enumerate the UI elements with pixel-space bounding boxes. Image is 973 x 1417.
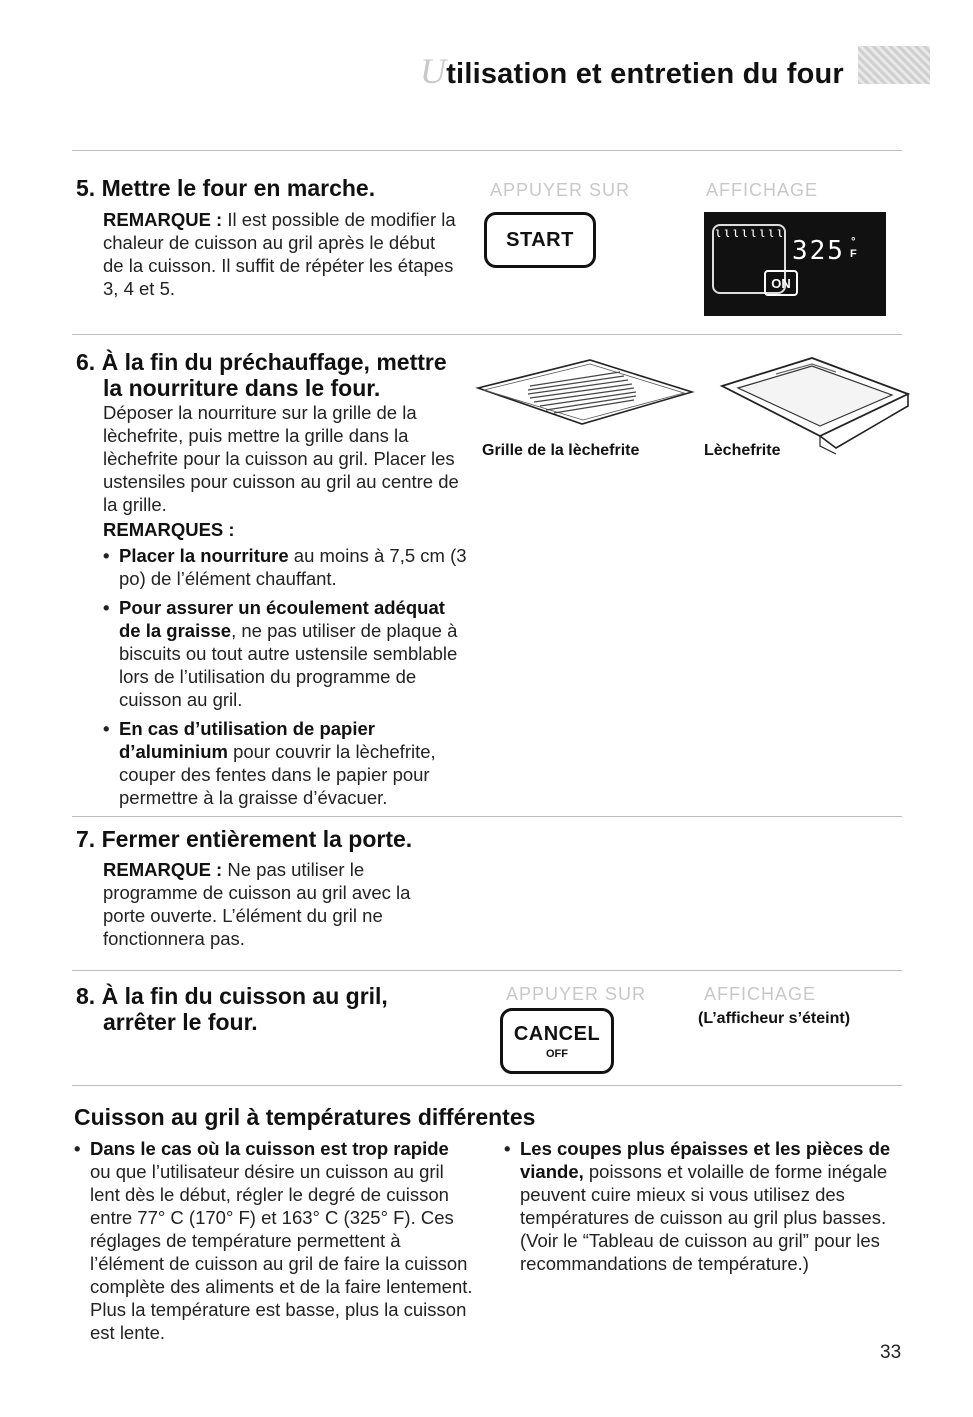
bullet-text: pour couvrir la lèchefrite, couper des fentes dans le papier pour permettre à la graisse d’évacuer.	[119, 741, 436, 808]
section-right-col	[504, 1137, 914, 1281]
display-unit	[850, 236, 857, 260]
step8-title-line2: arrêter le four.	[103, 1009, 258, 1035]
step8-title-line1: 8. À la fin du cuisson au gril,	[76, 983, 388, 1009]
display-off-note: (L’afficheur s’éteint)	[698, 1010, 851, 1027]
step6-title-line1: 6. À la fin du préchauffage, mettre	[76, 349, 447, 375]
list-item	[74, 1137, 474, 1344]
step8-press-heading: APPUYER SUR	[506, 984, 647, 1004]
section-left-col	[74, 1137, 474, 1350]
cancel-button-sub: OFF	[546, 1047, 568, 1060]
title-initial: U	[420, 51, 447, 91]
step8-display-heading: AFFICHAGE	[704, 984, 817, 1004]
bullet-text: au moins à 7,5 cm (3 po) de l’élément chauffant.	[119, 545, 467, 589]
step7-note-label: REMARQUE :	[103, 859, 223, 880]
bullet-bold: Pour assurer un écoulement adéquat de la graisse	[119, 597, 445, 641]
header-decor-tab	[858, 46, 930, 84]
list-item	[103, 544, 468, 590]
step5-note-text: Il est possible de modifier la chaleur de cuisson au gril après le début de la cuisson. Il suffit de répéter les étapes 3, 4 et 5.	[103, 209, 456, 299]
bullet-bold: Placer la nourriture	[119, 545, 289, 566]
divider	[72, 970, 902, 971]
title-rest: tilisation et entretien du four	[446, 58, 844, 90]
bullet-bold: En cas d’utilisation de papier d’aluminium	[119, 718, 375, 762]
caption-lechefrite: Lèchefrite	[704, 442, 781, 459]
step7-title: 7. Fermer entièrement la porte.	[76, 826, 413, 852]
display-temperature: 325	[792, 236, 845, 266]
page-header	[420, 42, 940, 102]
list-item	[103, 717, 468, 809]
display-on-indicator: ON	[764, 270, 798, 296]
start-button[interactable]	[484, 212, 596, 268]
step5-display-heading: AFFICHAGE	[706, 180, 819, 200]
step5-press-heading: APPUYER SUR	[490, 180, 631, 200]
step6-remarks-label: REMARQUES :	[103, 519, 235, 540]
oven-display	[704, 212, 886, 316]
display-indicator: ιιιιιιιι	[714, 226, 785, 241]
step6-body: Déposer la nourriture sur la grille de la lèchefrite, puis mettre la grille dans la lèchefrite pour la cuisson au gril. Placer les ustensiles pour cuisson au gril au centre de la grille.	[103, 402, 459, 515]
divider	[72, 1085, 902, 1086]
page-title	[420, 50, 844, 92]
step6-title-line2: la nourriture dans le four.	[103, 375, 381, 401]
step7-note	[103, 858, 448, 950]
display-unit-letter: F	[850, 248, 857, 260]
broiler-grid-illustration	[470, 352, 700, 432]
step6-bullets	[103, 544, 468, 815]
bullet-text: , ne pas utiliser de plaque à biscuits ou tout autre ustensile semblable lors de l’utilisation du programme de cuisson au gril.	[119, 620, 458, 710]
divider	[72, 816, 902, 817]
step5-note-label: REMARQUE :	[103, 209, 223, 230]
page-number: 33	[880, 1342, 902, 1363]
bullet-text: ou que l’utilisateur désire un cuisson au gril lent dès le début, régler le degré de cuisson entre 77° C (170° F) et 163° C (325° F). Ces réglages de température permettent à l’élément de cuisson au gril de faire la cuisson complète des aliments et de la faire lentement. Plus la température est basse, plus la cuisson est lente.	[90, 1161, 473, 1343]
bullet-bold: Dans le cas où la cuisson est trop rapide	[90, 1138, 449, 1159]
cancel-button-label: CANCEL	[513, 1022, 601, 1045]
divider	[72, 334, 902, 335]
caption-grille: Grille de la lèchefrite	[482, 442, 640, 459]
step5-title: 5. Mettre le four en marche.	[76, 175, 376, 201]
divider	[72, 150, 902, 151]
list-item	[103, 596, 468, 711]
section-title: Cuisson au gril à températures différentes	[74, 1104, 536, 1130]
start-button-label: START	[506, 228, 574, 251]
cancel-button[interactable]	[500, 1008, 614, 1074]
display-unit-degree: °	[851, 236, 856, 248]
step7-note-text: Ne pas utiliser le programme de cuisson au gril avec la porte ouverte. L’élément du gril ne fonctionnera pas.	[103, 859, 411, 949]
bullet-text: poissons et volaille de forme inégale peuvent cuire mieux si vous utilisez des températures de cuisson au gril plus basses. (Voir le “Tableau de cuisson au gril” pour les recommandations de température.)	[520, 1161, 888, 1274]
list-item	[504, 1137, 914, 1275]
bullet-bold: Les coupes plus épaisses et les pièces de viande,	[520, 1138, 891, 1182]
step5-note	[103, 208, 458, 300]
